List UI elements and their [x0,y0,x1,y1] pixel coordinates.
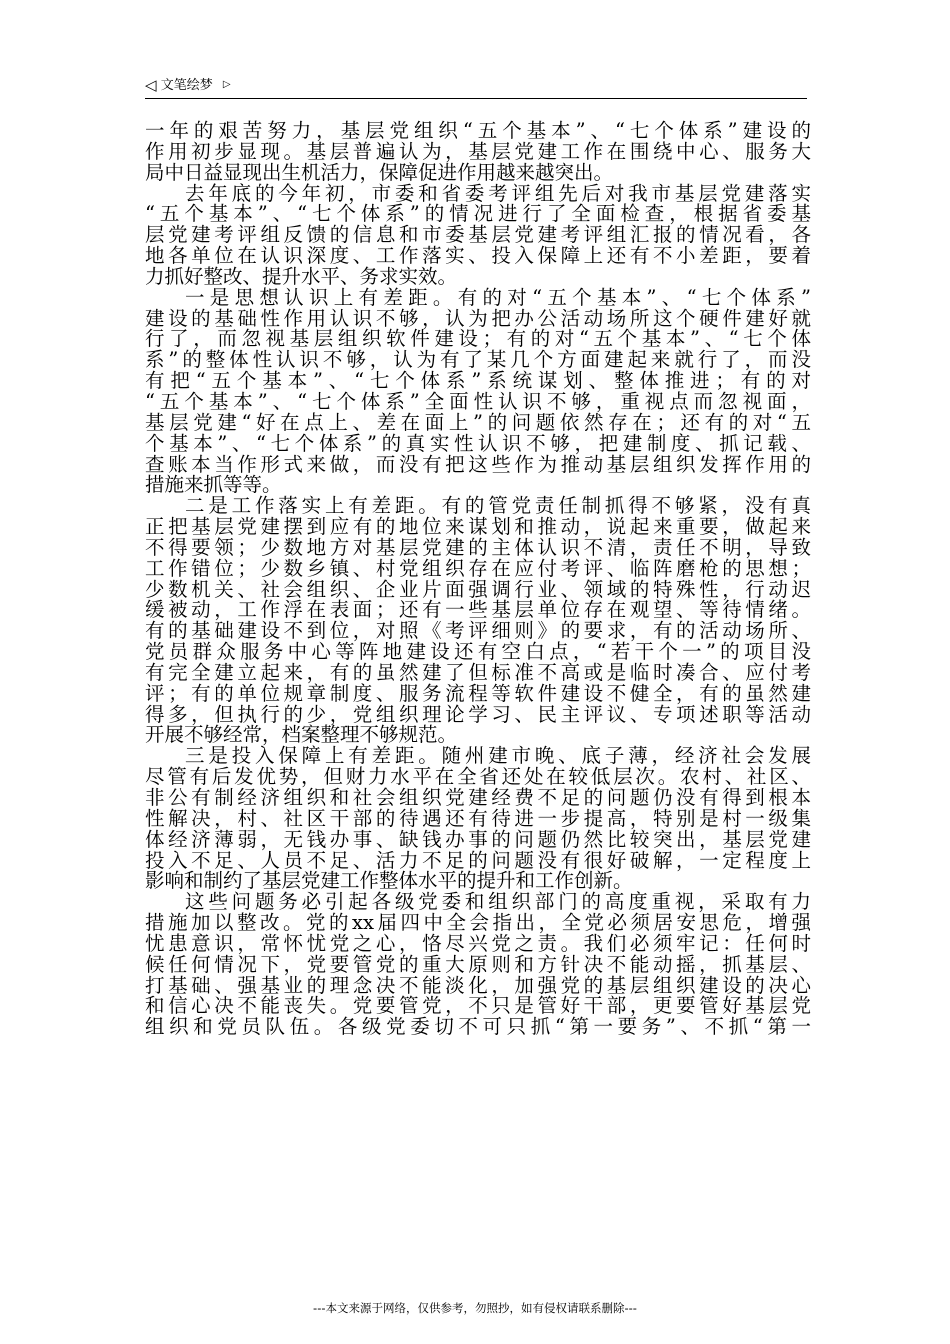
text-line: 力抓好整改、提升水平、务求实效。 [145,264,458,288]
text-line: 个基本”、“七个体系”的真实性认识不够，把建制度、抓记载、 [145,431,811,455]
text-line: 缓被动，工作浮在表面；还有一些基层单位存在观望、等待情绪。 [145,598,811,622]
header-brand-group [145,76,231,95]
text-line: 打基础、强基业的理念决不能淡化，加强党的基层组织建设的决心 [145,973,811,997]
document-body [145,121,811,1038]
header-brand: 文笔绘梦 [160,78,213,93]
text-line: 措施加以整改。党的xx届四中全会指出，全党必须居安思危，增强 [145,911,811,935]
text-line: 工作错位；少数乡镇、村党组织存在应付考评、临阵磨枪的思想； [145,556,811,580]
text-line: 正把基层党建摆到应有的地位来谋划和推动，说起来重要，做起来 [145,515,811,539]
text-line: 开展不够经常，档案整理不够规范。 [145,723,458,747]
text-line: 一年的艰苦努力，基层党组织“五个基本”、“七个体系”建设的 [145,119,811,142]
text-line: 基层党建“好在点上、差在面上”的问题依然存在；还有的对“五 [145,410,811,434]
text-line: “五个基本”、“七个体系”的情况进行了全面检查，根据省委基 [145,202,811,226]
text-line: 有完全建立起来，有的虽然建了但标准不高或是临时凑合、应付考 [145,660,811,684]
text-line: 建设的基础性作用认识不够，认为把办公活动场所这个硬件建好就 [145,306,811,330]
text-line: 尽管有后发优势，但财力水平在全省还处在较低层次。农村、社区、 [145,765,811,789]
text-line: 候任何情况下，党要管党的重大原则和方针决不能动摇，抓基层、 [145,952,811,976]
text-line: 投入不足、人员不足、活力不足的问题没有很好破解，一定程度上 [145,848,811,872]
text-line: 得多，但执行的少，党组织理论学习、民主评议、专项述职等活动 [145,702,811,726]
right-triangle-icon: ▷ [222,79,231,90]
text-line: 地各单位在认识深度、工作落实、投入保障上还有不小差距，要着 [145,244,811,268]
text-line: “五个基本”、“七个体系”全面性认识不够，重视点而忽视面， [145,389,811,413]
text-line: 影响和制约了基层党建工作整体水平的提升和工作创新。 [145,869,633,893]
text-line: 非公有制经济组织和社会组织党建经费不足的问题仍没有得到根本 [145,786,811,809]
text-line: 三是投入保障上有差距。随州建市晚、底子薄，经济社会发展 [185,744,811,768]
text-line: 一是思想认识上有差距。有的对“五个基本”、“七个体系” [185,285,811,309]
text-line: 行了，而忽视基层组织软件建设；有的对“五个基本”、“七个体 [145,327,811,351]
text-line: 系”的整体性认识不够，认为有了某几个方面建起来就行了，而没 [145,348,811,372]
text-line: 局中日益显现出生机活力，保障促进作用越来越突出。 [145,160,614,184]
text-line: 有把“五个基本”、“七个体系”系统谋划、整体推进；有的对 [145,369,811,393]
text-line: 有的基础建设不到位，对照《考评细则》的要求，有的活动场所、 [145,619,811,643]
page-footer: ---本文来源于网络，仅供参考，勿照抄，如有侵权请联系删除--- [313,1301,637,1315]
text-line: 性解决，村、社区干部的待遇还有待进一步提高，特别是村一级集 [145,806,811,830]
text-line: 评；有的单位规章制度、服务流程等软件建设不健全，有的虽然建 [145,681,811,705]
text-line: 少数机关、社会组织、企业片面强调行业、领域的特殊性，行动迟 [145,577,811,601]
text-line: 查账本当作形式来做，而没有把这些作为推动基层组织发挥作用的 [145,452,811,476]
text-line: 措施来抓等等。 [145,473,282,497]
text-line: 和信心决不能丧失。党要管党，不只是管好干部，更要管好基层党 [145,994,811,1018]
text-line: 去年底的今年初，市委和省委考评组先后对我市基层党建落实 [185,181,811,205]
text-line: 这些问题务必引起各级党委和组织部门的高度重视，采取有力 [185,890,811,914]
text-line: 作用初步显现。基层普遍认为，基层党建工作在围绕中心、服务大 [145,139,811,163]
page-header [145,74,807,99]
text-line: 层党建考评组反馈的信息和市委基层党建考评组汇报的情况看，各 [145,223,811,247]
text-line: 党员群众服务中心等阵地建设还有空白点，“若干个一”的项目没 [145,640,811,664]
text-line: 忧患意识，常怀忧党之心，恪尽兴党之责。我们必须牢记：任何时 [145,931,811,955]
left-triangle-icon: ◁ [145,76,157,94]
text-line: 体经济薄弱，无钱办事、缺钱办事的问题仍然比较突出，基层党建 [145,827,811,851]
text-line: 不得要领；少数地方对基层党建的主体认识不清，责任不明，导致 [145,535,811,559]
text-line: 组织和党员队伍。各级党委切不可只抓“第一要务”、不抓“第一 [145,1015,811,1039]
text-line: 二是工作落实上有差距。有的管党责任制抓得不够紧，没有真 [185,494,811,518]
